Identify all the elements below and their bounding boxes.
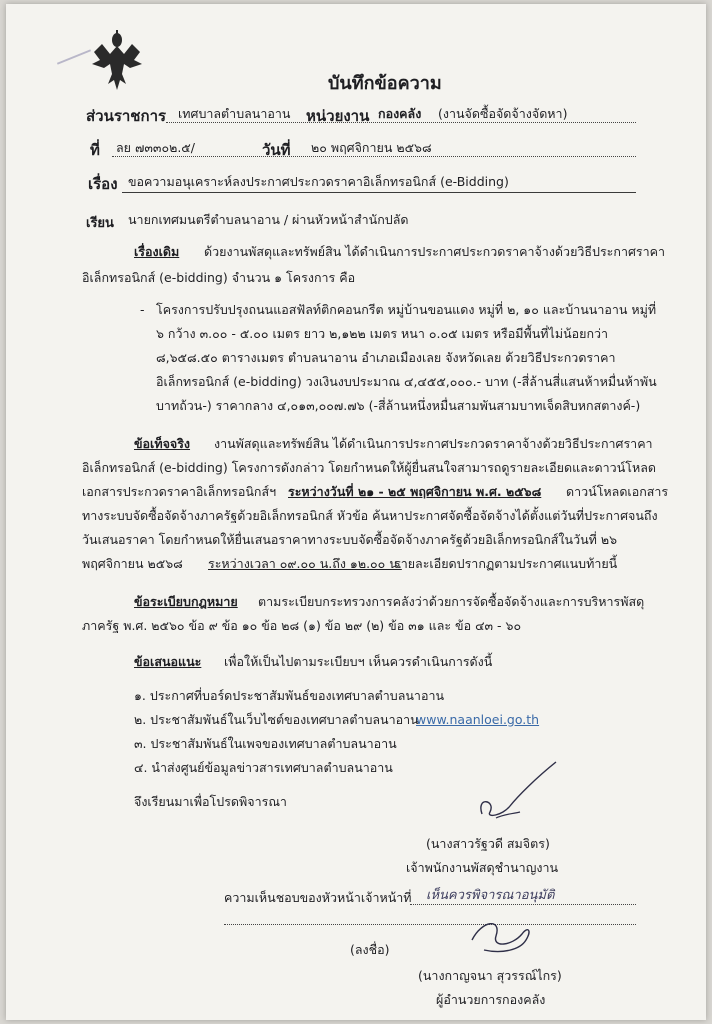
facts-line-1: งานพัสดุและทรัพย์สิน ได้ดำเนินการประกาศประกวดราคาจ้างด้วยวิธีประกาศราคา bbox=[214, 436, 653, 451]
facts-period: ระหว่างวันที่ ๒๑ - ๒๕ พฤศจิกายน พ.ศ. ๒๕๖๘ bbox=[288, 484, 542, 499]
garuda-emblem-icon bbox=[88, 30, 146, 92]
background-heading: เรื่องเดิม bbox=[134, 244, 180, 259]
background-line-2: อิเล็กทรอนิกส์ (e-bidding) จำนวน ๑ โครงการ คือ bbox=[82, 270, 356, 285]
unit-value: กองคลัง bbox=[378, 106, 422, 121]
proposal-item-2: ๒. ประชาสัมพันธ์ในเว็บไซต์ของเทศบาลตำบลนาอาน bbox=[134, 712, 419, 727]
signature-1-icon bbox=[446, 756, 566, 826]
facts-time: ระหว่างเวลา ๐๙.๐๐ น.ถึง ๑๒.๐๐ น. bbox=[208, 556, 402, 571]
unit-sub: (งานจัดซื้อจัดจ้างจัดหา) bbox=[438, 106, 568, 121]
background-line-1: ด้วยงานพัสดุและทรัพย์สิน ได้ดำเนินการประกาศประกวดราคาจ้างด้วยวิธีประกาศราคา bbox=[204, 244, 666, 259]
ref-label: ที่ bbox=[90, 141, 100, 159]
header-dots-2 bbox=[112, 156, 636, 157]
regulation-line-2: ภาครัฐ พ.ศ. ๒๕๖๐ ข้อ ๙ ข้อ ๑๐ ข้อ ๒๘ (๑) ข้อ ๒๙ (๒) ข้อ ๓๑ และ ข้อ ๔๓ - ๖๐ bbox=[82, 618, 522, 633]
signature-2-icon bbox=[462, 910, 542, 960]
facts-line-6a: พฤศจิกายน ๒๕๖๘ bbox=[82, 556, 183, 571]
unit-label: หน่วยงาน bbox=[306, 107, 370, 125]
proposal-item-4: ๔. นำส่งศูนย์ข้อมูลข่าวสารเทศบาลตำบลนาอาน bbox=[134, 760, 393, 775]
project-line-1: โครงการปรับปรุงถนนแอสฟัลท์ติกคอนกรีต หมู่บ้านขอนแดง หมู่ที่ ๒, ๑๐ และบ้านนาอาน หมู่ที่ bbox=[156, 302, 657, 317]
to-value: นายกเทศมนตรีตำบลนาอาน / ผ่านหัวหน้าสำนักปลัด bbox=[128, 212, 409, 227]
header-rule bbox=[122, 192, 636, 193]
facts-heading: ข้อเท็จจริง bbox=[134, 436, 191, 451]
regulation-line-1: ตามระเบียบกระทรวงการคลังว่าด้วยการจัดซื้อจัดจ้างและการบริหารพัสดุ bbox=[258, 594, 645, 609]
memo-page bbox=[6, 4, 706, 1020]
facts-line-6c: รายละเอียดปรากฏตามประกาศแนบท้ายนี้ bbox=[394, 556, 618, 571]
project-line-4: อิเล็กทรอนิกส์ (e-bidding) วงเงินงบประมาณ ๔,๔๕๕,๐๐๐.- บาท (-สี่ล้านสี่แสนห้าหมื่นห้าพัน bbox=[156, 374, 657, 389]
proposal-intro: เพื่อให้เป็นไปตามระเบียบฯ เห็นควรดำเนินการดังนี้ bbox=[224, 654, 493, 669]
sign-label: (ลงชื่อ) bbox=[350, 942, 390, 957]
office-value: เทศบาลตำบลนาอาน bbox=[178, 106, 291, 121]
regulation-heading: ข้อระเบียบกฎหมาย bbox=[134, 594, 238, 609]
closing-text: จึงเรียนมาเพื่อโปรดพิจารณา bbox=[134, 794, 287, 809]
ref-value: ลย ๗๓๓๐๒.๕/ bbox=[116, 140, 195, 155]
signer-2-name: (นางกาญจนา สุวรรณ์ไกร) bbox=[418, 968, 562, 983]
project-line-5: บาทถ้วน-) ราคากลาง ๔,๐๑๓,๐๐๗.๗๖ (-สี่ล้านหนึ่งหมื่นสามพันสามบาทเจ็ดสิบหกสตางค์-) bbox=[156, 398, 641, 413]
facts-line-3c: ดาวน์โหลดเอกสาร bbox=[566, 484, 669, 499]
header-dots-1 bbox=[166, 122, 636, 123]
date-label: วันที่ bbox=[262, 141, 291, 159]
proposal-item-1: ๑. ประกาศที่บอร์ดประชาสัมพันธ์ของเทศบาลตำบลนาอาน bbox=[134, 688, 445, 703]
proposal-item-3: ๓. ประชาสัมพันธ์ในเพจของเทศบาลตำบลนาอาน bbox=[134, 736, 397, 751]
paper-mark bbox=[57, 49, 91, 64]
proposal-heading: ข้อเสนอแนะ bbox=[134, 654, 202, 669]
project-bullet: - bbox=[140, 302, 145, 317]
to-label: เรียน bbox=[86, 216, 114, 231]
opinion-dots-2 bbox=[224, 924, 636, 925]
office-label: ส่วนราชการ bbox=[86, 107, 167, 125]
signer-1-name: (นางสาวรัฐวดี สมจิตร) bbox=[426, 836, 550, 851]
subject-value: ขอความอนุเคราะห์ลงประกาศประกวดราคาอิเล็กทรอนิกส์ (e-Bidding) bbox=[128, 174, 509, 189]
facts-line-3a: เอกสารประกวดราคาอิเล็กทรอนิกส์ฯ bbox=[82, 484, 277, 499]
date-value: ๒๐ พฤศจิกายน ๒๕๖๘ bbox=[311, 140, 432, 155]
facts-line-5: วันเสนอราคา โดยกำหนดให้ยื่นเสนอราคาทางระบบจัดซื้อจัดจ้างภาครัฐด้วยอิเล็กทรอนิกส์ในวันที่ ๒๖ bbox=[82, 532, 618, 547]
opinion-handwritten: เห็นควรพิจารณาอนุมัติ bbox=[426, 888, 555, 903]
memo-title: บันทึกข้อความ bbox=[328, 73, 442, 94]
project-line-3: ๘,๖๕๘.๕๐ ตารางเมตร ตำบลนาอาน อำเภอเมืองเลย จังหวัดเลย ด้วยวิธีประกวดราคา bbox=[156, 350, 616, 365]
facts-line-4: ทางระบบจัดซื้อจัดจ้างภาครัฐด้วยอิเล็กทรอนิกส์ หัวข้อ ค้นหาประกาศจัดซื้อจัดจ้างได้ตั้งแต่วันที่ประกาศจนถึง bbox=[82, 508, 658, 523]
facts-line-2: อิเล็กทรอนิกส์ (e-bidding) โครงการดังกล่าว โดยกำหนดให้ผู้ยื่นสนใจสามารถดูรายละเอียดและดาวน์โหลด bbox=[82, 460, 656, 475]
subject-label: เรื่อง bbox=[88, 175, 118, 193]
website-link[interactable]: www.naanloei.go.th bbox=[416, 712, 540, 727]
opinion-label: ความเห็นชอบของหัวหน้าเจ้าหน้าที่ bbox=[224, 890, 412, 905]
project-line-2: ๖ กว้าง ๓.๐๐ - ๕.๐๐ เมตร ยาว ๒,๑๒๒ เมตร หนา ๐.๐๕ เมตร หรือมีพื้นที่ไม่น้อยกว่า bbox=[156, 326, 609, 341]
signer-2-position: ผู้อำนวยการกองคลัง bbox=[436, 992, 546, 1007]
signer-1-position: เจ้าพนักงานพัสดุชำนาญงาน bbox=[406, 860, 559, 875]
